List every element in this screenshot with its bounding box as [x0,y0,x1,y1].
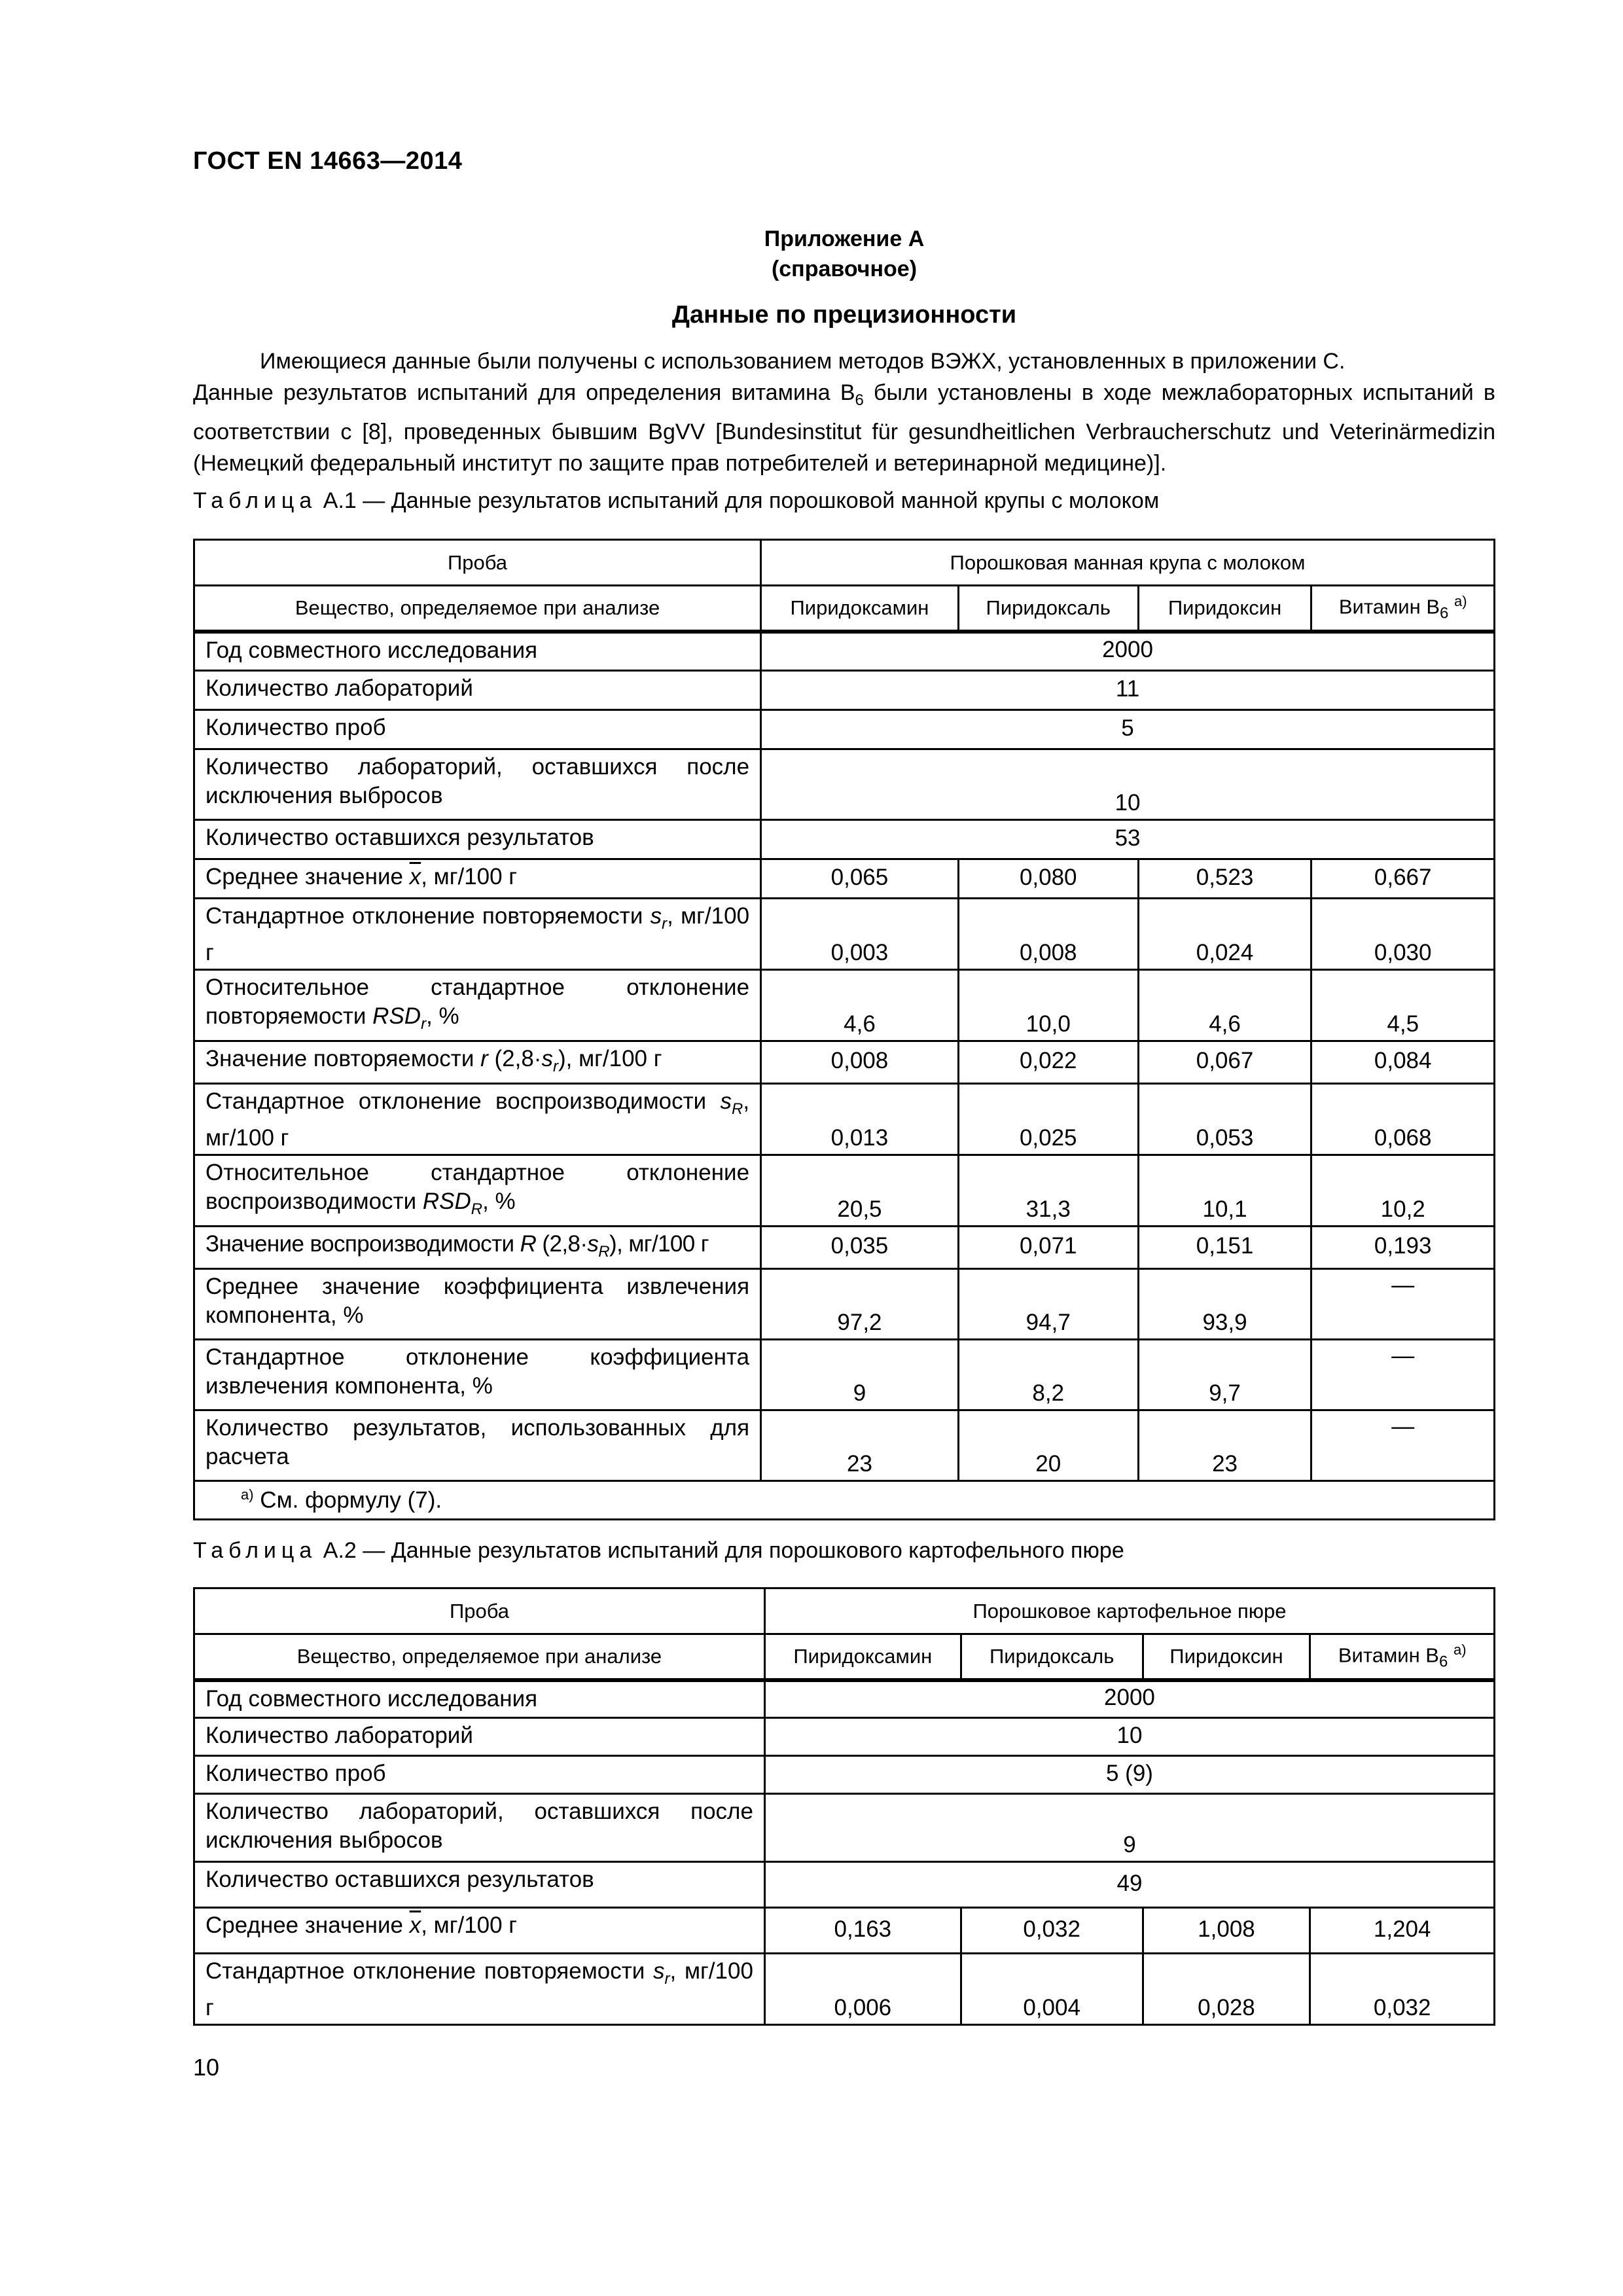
cell: 20 [958,1410,1138,1481]
symbol-index: R [731,1100,743,1118]
table-row [194,1718,1495,1756]
table1-caption-text: А.1 — Данные результатов испытаний для порошковой манной крупы с молоком [323,488,1160,513]
label-part: , мг/100 г [205,1088,750,1151]
table-a1 [193,539,1495,1520]
label-part: , % [482,1189,516,1214]
table-row [194,859,1495,899]
cell: 4,5 [1311,970,1495,1041]
header-sample: Порошковое картофельное пюре [764,1588,1494,1634]
header-col4-sub: 6 [1440,604,1449,622]
label-part: Относительное стандартное отклонение повторяемости [205,975,750,1029]
row-label [194,859,761,899]
symbol: R [520,1231,537,1257]
cell: 31,3 [958,1155,1138,1227]
label-part: , % [426,1003,459,1029]
symbol: s [650,903,662,929]
label-part: , мг/100 г [421,1912,518,1938]
row-label [194,1155,761,1227]
symbol: RSD [422,1189,471,1214]
label-part: Значение повторяемости [205,1046,481,1071]
header-substance: Вещество, определяемое при анализе [194,1634,765,1680]
table1-caption [193,488,1159,514]
label-part: , мг/100 г [205,903,750,965]
header-col1: Пиридоксамин [764,1634,961,1680]
cell: 9,7 [1138,1340,1311,1410]
row-label: Количество лабораторий [194,1718,765,1756]
row-label: Количество лабораторий, оставшихся после исключения выбросов [194,1794,765,1862]
cell: 9 [761,1340,959,1410]
table-row [194,1410,1495,1481]
cell-dash: — [1311,1340,1495,1410]
cell: 0,032 [1310,1954,1495,2025]
cell: 0,193 [1311,1227,1495,1269]
row-label [194,1227,761,1269]
row-value: 5 [761,710,1495,749]
symbol: s [587,1231,599,1257]
cell: 93,9 [1138,1269,1311,1340]
table-row [194,1155,1495,1227]
symbol-index: R [471,1200,483,1218]
label-part: Стандартное отклонение повторяемости [205,1958,654,1984]
row-value: 10 [761,749,1495,820]
cell: 0,151 [1138,1227,1311,1269]
header-col2: Пиридоксаль [958,586,1138,632]
cell-dash: — [1311,1410,1495,1481]
table-row [194,1340,1495,1410]
row-label: Количество проб [194,710,761,749]
table2-caption [193,1538,1124,1564]
label-part: Значение воспроизводимости [205,1231,520,1257]
cell: 0,053 [1138,1084,1311,1155]
cell: 0,024 [1138,899,1311,970]
standard-code: ГОСТ EN 14663—2014 [193,147,463,175]
table-row [194,749,1495,820]
row-label: Количество результатов, использованных для расчета [194,1410,761,1481]
label-part: Среднее значение [205,1912,410,1938]
header-probe: Проба [194,540,761,586]
cell: 94,7 [958,1269,1138,1340]
cell: 10,1 [1138,1155,1311,1227]
table-row [194,1954,1495,2025]
header-col4 [1311,586,1495,632]
row-value: 2000 [761,632,1495,671]
cell: 0,022 [958,1041,1138,1084]
intro-paragraph [193,346,1495,479]
row-label: Стандартное отклонение коэффициента извлечения компонента, % [194,1340,761,1410]
table-row [194,1680,1495,1718]
footnote-text: См. формулу (7). [253,1487,442,1513]
table-row [194,899,1495,970]
cell: 0,025 [958,1084,1138,1155]
row-label: Количество проб [194,1756,765,1794]
symbol: RSD [372,1003,421,1029]
header-col4 [1310,1634,1495,1680]
cell: 1,204 [1310,1908,1495,1954]
cell: 0,008 [958,899,1138,970]
row-label [194,1908,765,1954]
symbol-index: r [662,915,668,933]
symbol-index: r [552,1058,558,1075]
row-label: Год совместного исследования [194,1680,765,1718]
table-row [194,671,1495,710]
table-footnote-row [194,1481,1495,1520]
row-label [194,1041,761,1084]
cell: 4,6 [761,970,959,1041]
appendix-title: Приложение А [764,226,925,251]
intro-text-a: Данные результатов испытаний для определения витамина В [193,380,855,405]
symbol: s [720,1088,732,1114]
table-footnote [194,1481,1495,1520]
table1-caption-word: Таблица [193,488,317,513]
row-label [194,899,761,970]
table-row [194,1862,1495,1908]
page-number: 10 [193,2054,220,2081]
header-col3: Пиридоксин [1138,586,1311,632]
header-col1: Пиридоксамин [761,586,959,632]
x-bar-symbol: $\overline{x}$ [409,1912,421,1938]
row-label [194,1954,765,2025]
row-label: Год совместного исследования [194,632,761,671]
symbol-index: r [664,1970,670,1988]
table-row [194,1041,1495,1084]
table-row [194,970,1495,1041]
symbol: r [480,1046,488,1071]
header-col4-text: Витамин В [1338,1643,1439,1667]
section-heading: Данные по прецизионности [671,301,1017,329]
row-value: 9 [764,1794,1494,1862]
cell: 0,006 [764,1954,961,2025]
header-probe: Проба [194,1588,765,1634]
label-part: (2,8· [536,1231,588,1257]
table2-caption-text: А.2 — Данные результатов испытаний для порошкового картофельного пюре [323,1538,1124,1563]
row-value: 11 [761,671,1495,710]
cell: 1,008 [1143,1908,1310,1954]
row-value: 10 [764,1718,1494,1756]
cell: 0,068 [1311,1084,1495,1155]
table-row [194,632,1495,671]
cell: 20,5 [761,1155,959,1227]
cell: 0,028 [1143,1954,1310,2025]
cell: 0,004 [961,1954,1143,2025]
header-col4-text: Витамин В [1338,595,1440,619]
row-label [194,1084,761,1155]
cell: 0,003 [761,899,959,970]
cell: 0,080 [958,859,1138,899]
table-row [194,1084,1495,1155]
label-part: , мг/100 г [421,864,518,889]
cell: 0,013 [761,1084,959,1155]
intro-subscript: 6 [855,391,864,409]
table-header-row [194,586,1495,632]
symbol: s [541,1046,553,1071]
cell: 10,0 [958,970,1138,1041]
label-part: Относительное стандартное отклонение воспроизводимости [205,1160,750,1214]
row-label [194,970,761,1041]
table-row [194,1756,1495,1794]
table2-caption-word: Таблица [193,1538,317,1563]
intro-line-1: Имеющиеся данные были получены с использованием методов ВЭЖХ, установленных в приложении С. [260,349,1346,374]
cell: 8,2 [958,1340,1138,1410]
table-row [194,1269,1495,1340]
cell: 0,067 [1138,1041,1311,1084]
cell: 0,032 [961,1908,1143,1954]
row-label: Количество оставшихся результатов [194,1862,765,1908]
symbol: s [653,1958,665,1984]
label-part: ), мг/100 г [558,1046,662,1071]
label-part: , мг/100 г [205,1958,753,2020]
row-value: 2000 [764,1680,1494,1718]
table-a2 [193,1587,1495,2026]
cell: 0,523 [1138,859,1311,899]
row-label: Среднее значение коэффициента извлечения компонента, % [194,1269,761,1340]
cell: 10,2 [1311,1155,1495,1227]
header-substance: Вещество, определяемое при анализе [194,586,761,632]
header-col4-sub: 6 [1438,1653,1448,1671]
cell: 0,030 [1311,899,1495,970]
row-value: 53 [761,820,1495,859]
table-row [194,1908,1495,1954]
table-header-row [194,540,1495,586]
header-sample: Порошковая манная крупа с молоком [761,540,1495,586]
header-col2: Пиридоксаль [961,1634,1143,1680]
cell: 0,035 [761,1227,959,1269]
cell: 97,2 [761,1269,959,1340]
cell: 23 [1138,1410,1311,1481]
cell: 0,667 [1311,859,1495,899]
footnote-mark: а) [241,1486,254,1503]
row-label: Количество лабораторий, оставшихся после исключения выбросов [194,749,761,820]
cell: 4,6 [1138,970,1311,1041]
cell: 0,163 [764,1908,961,1954]
label-part: ), мг/100 г [609,1231,709,1257]
symbol-index: R [598,1243,610,1261]
cell: 23 [761,1410,959,1481]
header-col4-sup: а) [1453,1641,1467,1658]
table-row [194,1794,1495,1862]
table-row [194,1227,1495,1269]
cell: 0,084 [1311,1041,1495,1084]
row-value: 49 [764,1862,1494,1908]
row-label: Количество оставшихся результатов [194,820,761,859]
label-part: Среднее значение [205,864,410,889]
table-row [194,820,1495,859]
appendix-kind: (справочное) [771,257,918,281]
label-part: (2,8· [488,1046,542,1071]
table-header-row [194,1588,1495,1634]
row-label: Количество лабораторий [194,671,761,710]
x-bar-symbol: $\overline{x}$ [409,864,421,889]
table-row [194,710,1495,749]
table-header-row [194,1634,1495,1680]
cell: 0,065 [761,859,959,899]
label-part: Стандартное отклонение повторяемости [205,903,651,929]
cell: 0,071 [958,1227,1138,1269]
header-col4-sup: а) [1454,592,1467,609]
label-part: Стандартное отклонение воспроизводимости [205,1088,721,1114]
intro-text-b: были установлены в ходе межлабораторных испытаний в соответствии с [8], проведенных бывшим BgVV [Bundesinstitut für gesundheitlichen Verbraucherschutz und Veterinärmedizin (Немецкий федеральный институт по защите прав потребителей и ветеринарной медицине)]. [193,380,1495,476]
header-col3: Пиридоксин [1143,1634,1310,1680]
row-value: 5 (9) [764,1756,1494,1794]
cell-dash: — [1311,1269,1495,1340]
symbol-index: r [421,1015,427,1033]
cell: 0,008 [761,1041,959,1084]
